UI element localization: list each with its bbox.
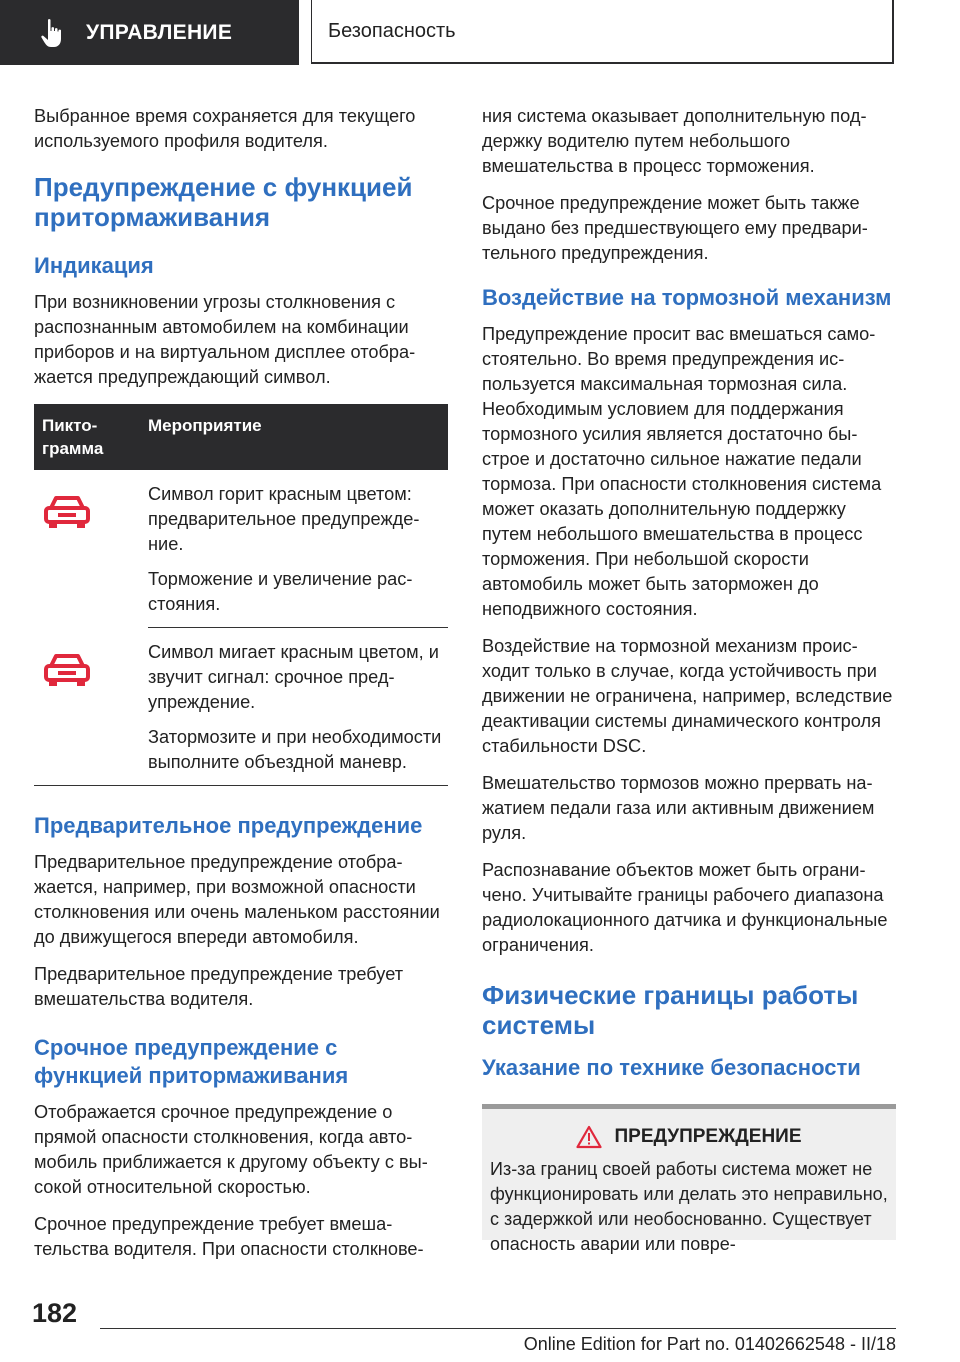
right-paragraph-2: Срочное предупреждение может быть также выдано без предшествующего ему предварительного предупреждения.: [482, 193, 868, 263]
warning-title-row: [490, 1125, 888, 1149]
urgent-paragraph-1: Отображается срочное предупреждение о прямой опасности столкновения, когда автомобиль приближается к другому объекту с высокой относительной скоростью.: [34, 1102, 428, 1197]
right-paragraph-4: Воздействие на тормозной механизм происходит только в случае, когда устойчивость при движении не ограничена, например, вследствие деактивации системы динамического контроля стабильности DSC.: [482, 636, 893, 756]
warning-box: [482, 1104, 896, 1254]
right-column: [482, 104, 896, 1254]
chapter-tab: [0, 0, 299, 65]
footer-divider: [100, 1328, 896, 1329]
left-column: [34, 104, 448, 1274]
row1-text1: Символ горит красным цветом: предварительное предупреждение.: [148, 484, 420, 554]
intro-paragraph: Выбранное время сохраняется для текущего используемого профиля водителя.: [34, 106, 416, 151]
pre-warning-paragraph-1: Предварительное предупреждение отображается, например, при возможной опасности столкновения или очень маленьком расстоянии до движущегося впереди автомобиля.: [34, 852, 440, 947]
heading-safety-note: Указание по технике безопасности: [482, 1055, 861, 1080]
indication-paragraph: При возникновении угрозы столкновения с распознанным автомобилем на комбинации приборов и на виртуальном дисплее отображается предупреждающий символ.: [34, 292, 416, 387]
warning-title: ПРЕДУПРЕЖДЕНИЕ: [614, 1126, 802, 1147]
row2-text1: Символ мигает красным цветом, и звучит сигнал: срочное предупреждение.: [148, 642, 439, 712]
page-number: 182: [32, 1298, 78, 1328]
heading-brake-action: Воздействие на тормозной механизм: [482, 285, 892, 310]
heading-urgent-warning: Срочное предупреждение с функцией притормаживания: [34, 1035, 349, 1088]
footer-edition: Online Edition for Part no. 01402662548 - II/18: [523, 1334, 896, 1354]
heading-warning-braking: Предупреждение с функцией притормаживания: [34, 172, 413, 232]
warning-triangle-icon: [576, 1125, 602, 1149]
car-red-icon: [42, 492, 92, 532]
right-paragraph-1: ния система оказывает дополнительную поддержку водителю путем небольшого вмешательства в процесс торможения.: [482, 106, 867, 176]
row1-text2: Торможение и увеличение расстояния.: [148, 569, 413, 614]
header-pictogram: Пиктограмма: [42, 416, 104, 458]
right-paragraph-3: Предупреждение просит вас вмешаться самостоятельно. Во время предупреждения используется максимальная тормозная сила. Необходимым условием для поддержания тормозного усилия является достаточно быстрое и достаточно сильное нажатие педали тормоза. При опасности столкновения система может оказать дополнительную поддержку путем небольшого вмешательства в процесс торможения. При небольшой скорости автомобиль может быть заторможен до неподвижного состояния.: [482, 324, 882, 619]
pictogram-table: [34, 404, 448, 786]
row2-text2: Затормозите и при необходимости выполните объездной маневр.: [148, 727, 442, 772]
hand-pointer-icon: [40, 18, 66, 48]
heading-pre-warning: Предварительное предупреждение: [34, 813, 423, 838]
table-header: [34, 404, 448, 470]
urgent-paragraph-2: Срочное предупреждение требует вмешательства водителя. При опасности столкнове-: [34, 1214, 424, 1259]
right-paragraph-6: Распознавание объектов может быть ограничено. Учитывайте границы рабочего диапазона радиолокационного датчика и функциональные ограничения.: [482, 860, 888, 955]
heading-system-limits: Физические границы работы системы: [482, 980, 859, 1040]
chapter-title: УПРАВЛЕНИЕ: [86, 20, 233, 44]
section-title: Безопасность: [311, 0, 894, 64]
right-paragraph-5: Вмешательство тормозов можно прервать нажатием педали газа или активным движением руля.: [482, 773, 875, 843]
car-red-flashing-icon: [42, 650, 92, 690]
table-row: [34, 628, 448, 786]
table-row: [34, 470, 448, 627]
header-action: Мероприятие: [148, 416, 262, 435]
pre-warning-paragraph-2: Предварительное предупреждение требует вмешательства водителя.: [34, 964, 404, 1009]
warning-text: Из-за границ своей работы система может не функционировать или делать это неправильно, с задержкой или необоснованно. Существует опасность аварии или повре-: [490, 1159, 888, 1254]
heading-indication: Индикация: [34, 253, 154, 278]
